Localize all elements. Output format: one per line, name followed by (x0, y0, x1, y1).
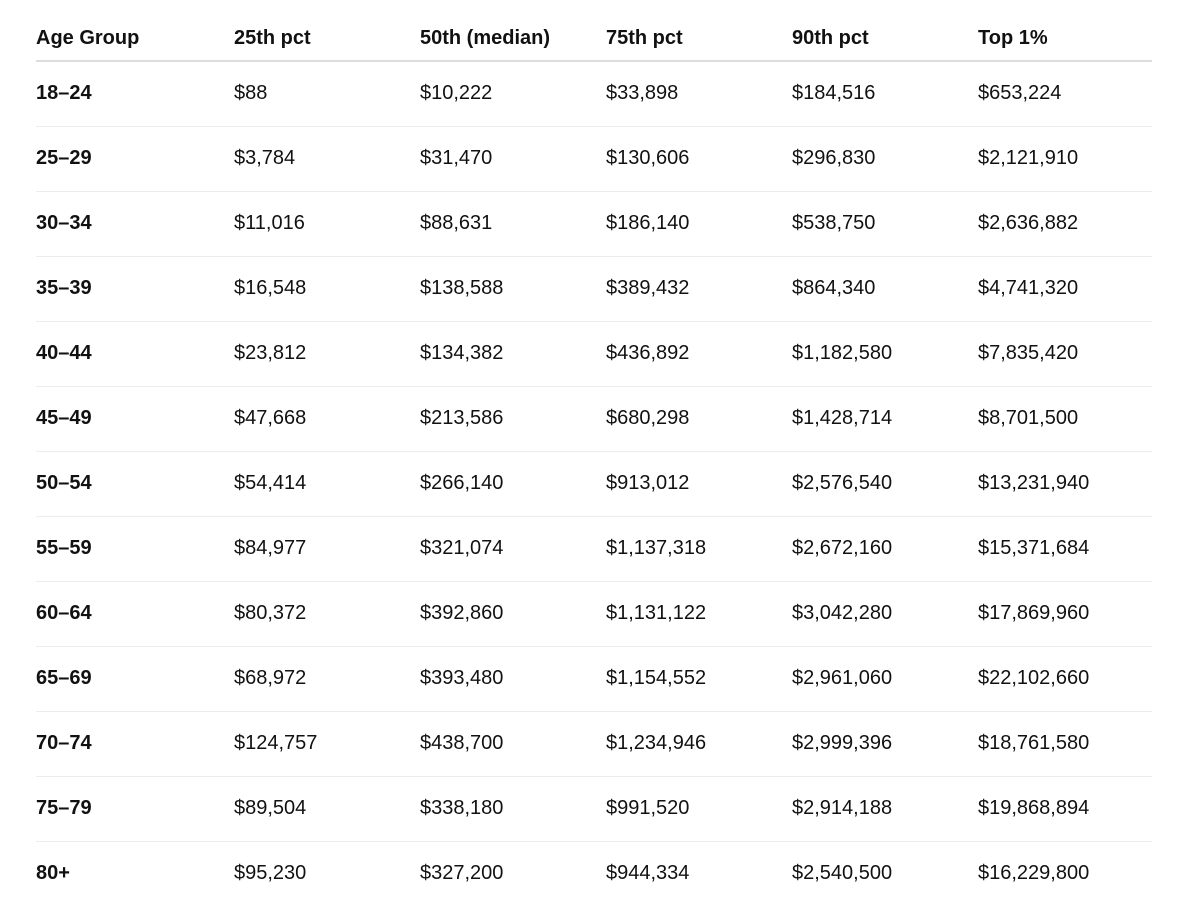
age-group-cell: 80+ (36, 862, 70, 885)
pct75-cell: $913,012 (606, 451, 792, 516)
pct75-cell: $33,898 (606, 61, 792, 126)
median-cell: $134,382 (420, 321, 606, 386)
median-cell: $438,700 (420, 711, 606, 776)
header-age-group: Age Group (36, 0, 234, 61)
pct75-cell: $130,606 (606, 126, 792, 191)
top1-cell: $7,835,420 (978, 321, 1152, 386)
age-group-cell: 35–39 (36, 256, 234, 321)
age-group-cell: 25–29 (36, 126, 234, 191)
pct25-cell: $88 (234, 61, 420, 126)
table-row (36, 646, 1152, 711)
median-cell: $327,200 (420, 862, 504, 885)
median-cell: $321,074 (420, 516, 606, 581)
age-group-cell: 40–44 (36, 321, 234, 386)
top1-cell: $8,701,500 (978, 386, 1152, 451)
top1-cell: $15,371,684 (978, 516, 1152, 581)
median-cell: $338,180 (420, 776, 606, 841)
pct90-cell: $2,999,396 (792, 711, 978, 776)
pct75-cell: $389,432 (606, 256, 792, 321)
pct75-cell: $436,892 (606, 321, 792, 386)
table-row (36, 841, 1152, 906)
top1-cell: $17,869,960 (978, 581, 1152, 646)
top1-cell: $22,102,660 (978, 646, 1152, 711)
table-row (36, 581, 1152, 646)
pct90-cell: $3,042,280 (792, 581, 978, 646)
median-cell: $392,860 (420, 581, 606, 646)
table-row (36, 321, 1152, 386)
pct25-cell: $3,784 (234, 126, 420, 191)
table-header (36, 0, 1152, 61)
pct90-cell: $2,914,188 (792, 776, 978, 841)
pct25-cell: $89,504 (234, 776, 420, 841)
header-25th-pct: 25th pct (234, 0, 420, 61)
net-worth-percentile-table-container (36, 0, 1152, 906)
median-cell: $138,588 (420, 256, 606, 321)
pct25-cell: $124,757 (234, 711, 420, 776)
table-row (36, 776, 1152, 841)
pct75-cell: $1,154,552 (606, 646, 792, 711)
header-top-1-pct: Top 1% (978, 0, 1152, 61)
table-row (36, 386, 1152, 451)
pct90-cell: $2,540,500 (792, 862, 893, 885)
table-row (36, 451, 1152, 516)
pct25-cell: $84,977 (234, 516, 420, 581)
pct90-cell: $2,576,540 (792, 451, 978, 516)
header-row (36, 0, 1152, 61)
age-group-cell: 75–79 (36, 776, 234, 841)
top1-cell: $18,761,580 (978, 711, 1152, 776)
pct75-cell: $1,137,318 (606, 516, 792, 581)
pct75-cell: $186,140 (606, 191, 792, 256)
table-body (36, 61, 1152, 906)
table-row (36, 256, 1152, 321)
header-90th-pct: 90th pct (792, 0, 978, 61)
age-group-cell: 50–54 (36, 451, 234, 516)
top1-cell: $653,224 (978, 61, 1152, 126)
top1-cell: $4,741,320 (978, 256, 1152, 321)
pct90-cell: $1,182,580 (792, 321, 978, 386)
table-row (36, 61, 1152, 126)
top1-cell: $2,121,910 (978, 126, 1152, 191)
top1-cell: $13,231,940 (978, 451, 1152, 516)
header-50th-median: 50th (median) (420, 0, 606, 61)
median-cell: $88,631 (420, 191, 606, 256)
pct75-cell: $1,131,122 (606, 581, 792, 646)
top1-cell: $2,636,882 (978, 191, 1152, 256)
pct75-cell: $944,334 (606, 862, 690, 885)
pct25-cell: $80,372 (234, 581, 420, 646)
top1-cell: $19,868,894 (978, 776, 1152, 841)
age-group-cell: 18–24 (36, 61, 234, 126)
pct75-cell: $1,234,946 (606, 711, 792, 776)
pct90-cell: $2,961,060 (792, 646, 978, 711)
table-row (36, 191, 1152, 256)
pct90-cell: $864,340 (792, 256, 978, 321)
median-cell: $266,140 (420, 451, 606, 516)
pct25-cell: $68,972 (234, 646, 420, 711)
pct90-cell: $296,830 (792, 126, 978, 191)
top1-cell: $16,229,800 (978, 862, 1090, 885)
age-group-cell: 70–74 (36, 711, 234, 776)
table-row (36, 711, 1152, 776)
pct90-cell: $184,516 (792, 61, 978, 126)
pct90-cell: $538,750 (792, 191, 978, 256)
pct90-cell: $1,428,714 (792, 386, 978, 451)
table-row (36, 516, 1152, 581)
table-row (36, 126, 1152, 191)
pct25-cell: $95,230 (234, 862, 307, 885)
median-cell: $31,470 (420, 126, 606, 191)
pct25-cell: $16,548 (234, 256, 420, 321)
pct90-cell: $2,672,160 (792, 516, 978, 581)
age-group-cell: 45–49 (36, 386, 234, 451)
header-75th-pct: 75th pct (606, 0, 792, 61)
median-cell: $10,222 (420, 61, 606, 126)
pct75-cell: $680,298 (606, 386, 792, 451)
pct25-cell: $47,668 (234, 386, 420, 451)
net-worth-percentile-table (36, 0, 1152, 906)
pct25-cell: $11,016 (234, 191, 420, 256)
pct25-cell: $54,414 (234, 451, 420, 516)
pct75-cell: $991,520 (606, 776, 792, 841)
age-group-cell: 60–64 (36, 581, 234, 646)
pct25-cell: $23,812 (234, 321, 420, 386)
age-group-cell: 55–59 (36, 516, 234, 581)
age-group-cell: 30–34 (36, 191, 234, 256)
age-group-cell: 65–69 (36, 646, 234, 711)
median-cell: $393,480 (420, 646, 606, 711)
median-cell: $213,586 (420, 386, 606, 451)
